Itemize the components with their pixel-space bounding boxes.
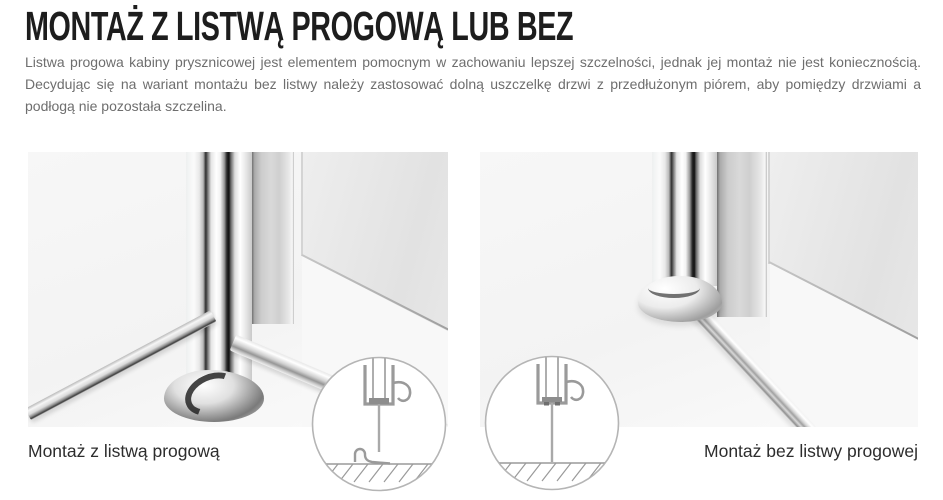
figure-with-threshold-strip [28, 152, 448, 492]
glass-door-panel [252, 152, 294, 324]
chrome-hinge-column [652, 152, 717, 286]
seal-with-threshold-strip-diagram [310, 355, 448, 493]
figure-caption: Montaż z listwą progową [28, 441, 220, 461]
seal-insert [369, 398, 389, 404]
glass-door-panel [717, 152, 767, 317]
intro-paragraph: Listwa progowa kabiny prysznicowej jest elementem pomocnym w zachowaniu lepszej szczelności, jednak jej montaż nie jest koniecznością. Decydując się na wariant montażu bez listwy należy zastosować dolną uszczelkę drzwi z przedłużonym piórem, aby pomiędzy drzwiami a podłogą nie pozostała szczelina. [25, 54, 921, 114]
page-title: MONTAŻ Z LISTWĄ PROGOWĄ LUB BEZ [25, 3, 574, 49]
column-base-cap [638, 276, 722, 322]
wall-corner [768, 152, 770, 264]
seal-without-threshold-strip-diagram [483, 354, 621, 492]
seal-insert [542, 397, 562, 402]
figure-caption: Montaż bez listwy progowej [704, 441, 918, 461]
wall-corner [301, 152, 303, 256]
figure-without-threshold-strip [480, 152, 918, 492]
